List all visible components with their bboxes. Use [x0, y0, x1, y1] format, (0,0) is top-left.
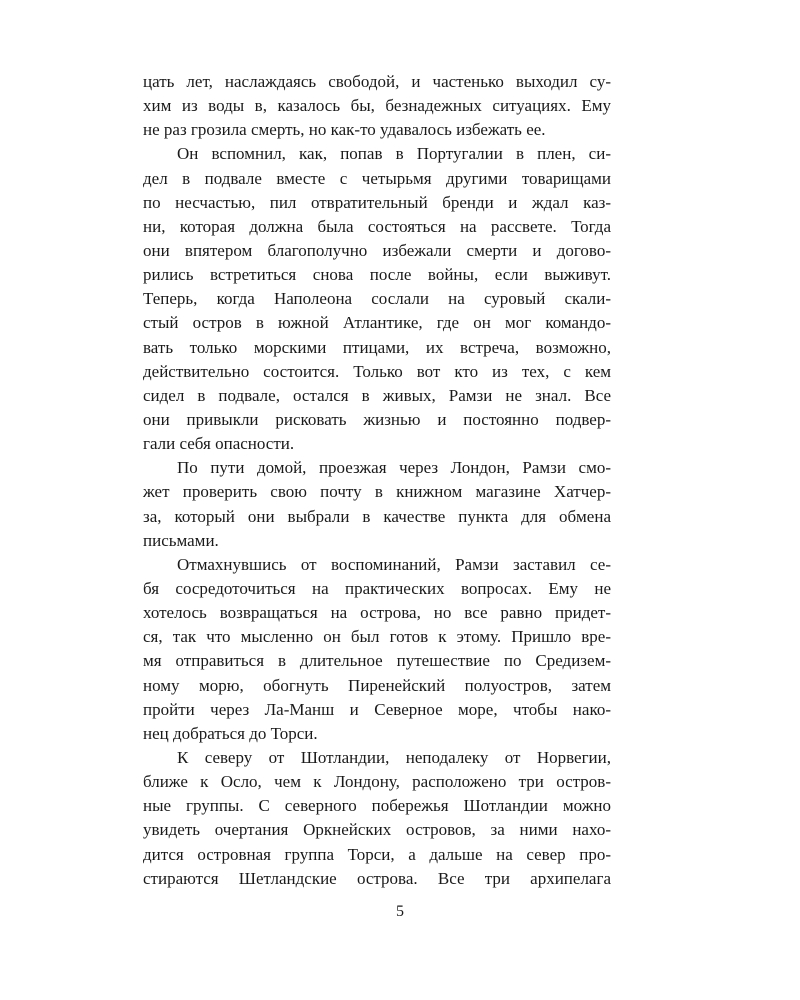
text-line: дится островная группа Торси, а дальше на север про- — [143, 844, 611, 864]
text-line: По пути домой, проезжая через Лондон, Рамзи смо- — [177, 458, 611, 478]
text-line: пройти через Ла-Манш и Северное море, чтобы нако- — [143, 699, 611, 719]
text-line: ные группы. С северного побережья Шотландии можно — [143, 796, 611, 816]
text-line: хотелось возвращаться на острова, но все равно придет- — [143, 603, 611, 623]
text-line: сидел в подвале, остался в живых, Рамзи не знал. Все — [143, 385, 611, 405]
text-line: бя сосредоточиться на практических вопросах. Ему не — [143, 578, 611, 598]
text-line: Отмахнувшись от воспоминаний, Рамзи заставил се- — [177, 554, 611, 574]
text-line: ближе к Осло, чем к Лондону, расположено три остров- — [143, 772, 611, 792]
text-line: Теперь, когда Наполеона сослали на суровый скали- — [143, 289, 611, 309]
text-line: ся, так что мысленно он был готов к этому. Пришло вре- — [143, 627, 611, 647]
text-line: действительно состоится. Только вот кто из тех, с кем — [143, 361, 611, 381]
text-line: Он вспомнил, как, попав в Португалии в плен, си- — [177, 144, 611, 164]
text-line: гали себя опасности. — [143, 434, 295, 454]
text-line: мя отправиться в длительное путешествие по Средизем- — [143, 651, 611, 671]
text-line: не раз грозила смерть, но как-то удавалось избежать ее. — [143, 120, 546, 140]
text-line: по несчастью, пил отвратительный бренди и ждал каз- — [143, 192, 611, 212]
text-line: К северу от Шотландии, неподалеку от Норвегии, — [177, 747, 611, 767]
text-line: они привыкли рисковать жизнью и постоянно подвер- — [143, 409, 611, 429]
text-line: ни, которая должна была состояться на рассвете. Тогда — [143, 216, 611, 236]
book-page-text — [143, 70, 611, 891]
text-line: хим из воды в, казалось бы, безнадежных ситуациях. Ему — [143, 96, 611, 116]
text-line: письмами. — [143, 530, 219, 550]
text-line: увидеть очертания Оркнейских островов, за ними нахо- — [143, 820, 611, 840]
text-line: рились встретиться снова после войны, если выживут. — [143, 265, 611, 285]
text-line: они впятером благополучно избежали смерти и догово- — [143, 240, 611, 260]
text-line: вать только морскими птицами, их встреча, возможно, — [143, 337, 611, 357]
text-line: дел в подвале вместе с четырьмя другими товарищами — [143, 168, 611, 188]
text-line: жет проверить свою почту в книжном магазине Хатчер- — [143, 482, 611, 502]
text-line: за, который они выбрали в качестве пункта для обмена — [143, 506, 611, 526]
text-line: нец добраться до Торси. — [143, 723, 318, 743]
text-line: стираются Шетландские острова. Все три архипелага — [143, 868, 611, 888]
text-line: ному морю, обогнуть Пиренейский полуостров, затем — [143, 675, 611, 695]
text-line: стый остров в южной Атлантике, где он мог командо- — [143, 313, 611, 333]
page-number: 5 — [396, 903, 404, 920]
text-line: цать лет, наслаждаясь свободой, и частенько выходил су- — [143, 72, 611, 91]
